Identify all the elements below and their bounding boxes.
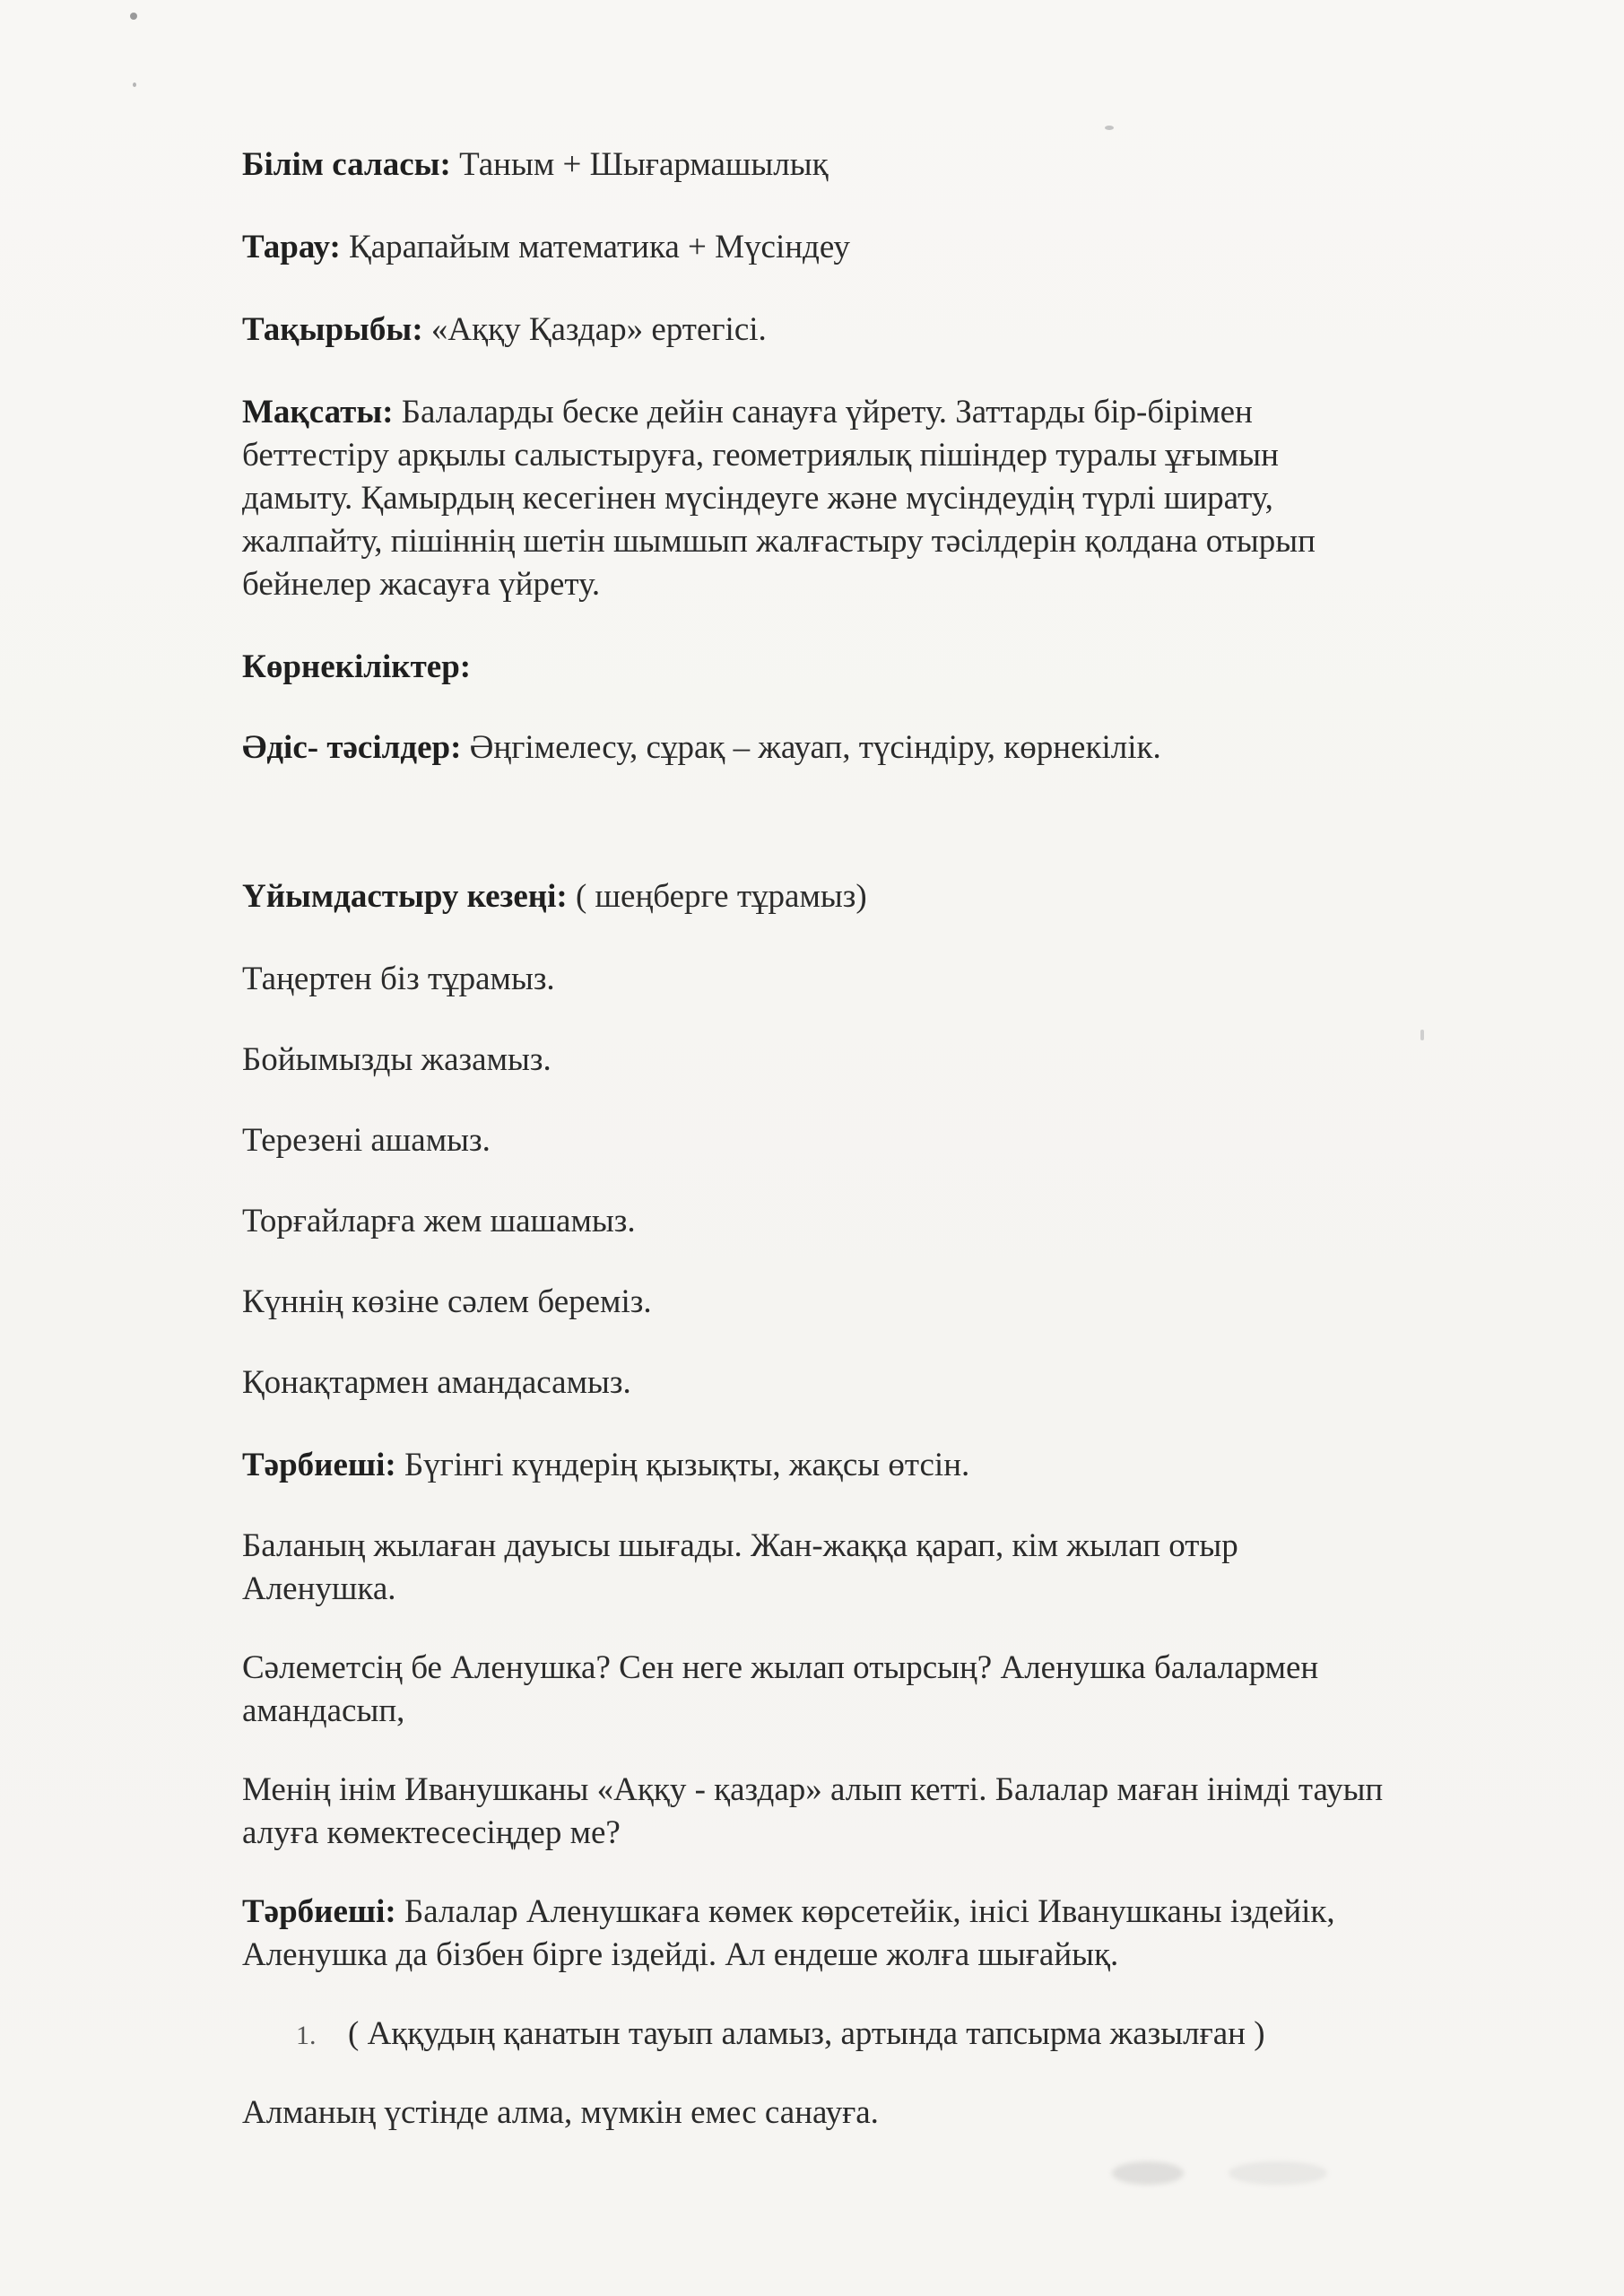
paragraph-line: амандасып, (242, 1692, 405, 1729)
paragraph-line: Сәлеметсің бе Аленушка? Сен неге жылап отырсың? Аленушка балалармен (242, 1649, 1319, 1686)
field-takyryby (242, 309, 767, 352)
paragraph-line: Аленушка да бізбен бірге іздейді. Ал ендеше жолға шығайық. (242, 1936, 1119, 1973)
scan-speck (130, 13, 137, 20)
field-value: Қарапайым математика + Мүсіндеу (340, 229, 850, 265)
field-label: Тарау: (242, 229, 341, 265)
field-tarau (242, 226, 850, 269)
field-value: Әңгімелесу, сұрақ – жауап, түсіндіру, көрнекілік. (461, 729, 1161, 766)
paragraph-line: Баланың жылаған дауысы шығады. Жан-жаққа қарап, кім жылап отыр (242, 1527, 1238, 1564)
field-label: Үйымдастыру кезеңі: (242, 878, 568, 915)
scan-speck (133, 83, 136, 87)
field-label: Білім саласы: (242, 146, 451, 183)
field-value: Таным + Шығармашылық (450, 146, 829, 183)
paragraph-line: алуға көмектесесіңдер ме? (242, 1814, 621, 1851)
poem-line: Қонақтармен амандасамыз. (242, 1364, 631, 1401)
poem-line: Терезені ашамыз. (242, 1122, 491, 1159)
paragraph (242, 1647, 1318, 1733)
poem-line: Таңертен біз тұрамыз. (242, 961, 555, 997)
field-label: Тақырыбы: (242, 311, 423, 348)
field-label: Әдіс- тәсілдер: (242, 729, 462, 766)
field-bilim-salasy (242, 144, 829, 187)
field-value: ( шеңберге тұрамыз) (567, 878, 867, 915)
scan-speck (1420, 1030, 1424, 1040)
scan-smudge (1112, 2161, 1184, 2185)
field-label: Тәрбиеші: (242, 1447, 396, 1483)
scan-smudge (1229, 2161, 1327, 2185)
field-uiymdastyru (242, 875, 867, 918)
scan-speck (1105, 126, 1114, 130)
field-label: Мақсаты: (242, 394, 394, 430)
field-tarbieshi (242, 1891, 1335, 1977)
paragraph-line (242, 1891, 1335, 1934)
field-value: Балаларды беске дейін санауға үйрету. Заттарды бір-бірімен (393, 394, 1253, 430)
field-value: «Аққу Қаздар» ертегісі. (422, 311, 767, 348)
field-adis-tasilder (242, 726, 1161, 770)
field-maksaty (242, 391, 1316, 606)
paragraph-line: Алманың үстінде алма, мүмкін емес санауға. (242, 2094, 879, 2131)
field-value: Балалар Аленушкаға көмек көрсетейік, інісі Иванушканы іздейік, (395, 1893, 1335, 1930)
poem-line: Бойымызды жазамыз. (242, 1041, 551, 1078)
poem-line: Күннің көзіне сәлем береміз. (242, 1283, 652, 1320)
list-number: 1. (296, 2021, 317, 2050)
maksaty-line: бейнелер жасауға үйрету. (242, 566, 601, 603)
field-kornekilikter (242, 646, 471, 689)
maksaty-line: жалпайту, пішіннің шетін шымшып жалғастыру тәсілдерін қолдана отырып (242, 523, 1316, 560)
field-label: Көрнекіліктер: (242, 648, 472, 685)
paragraph (242, 1769, 1383, 1855)
field-tarbieshi (242, 1444, 969, 1487)
maksaty-line (242, 391, 1316, 434)
maksaty-line: дамыту. Қамырдың кесегінен мүсіндеуге және мүсіндеудің түрлі ширату, (242, 480, 1273, 517)
list-item (242, 2013, 1265, 2057)
paragraph-line: Менің інім Иванушканы «Аққу - қаздар» алып кетті. Балалар маған інімді тауып (242, 1771, 1384, 1808)
paragraph (242, 1525, 1238, 1611)
list-item-text: ( Аққудың қанатын тауып аламыз, артында тапсырма жазылған ) (348, 2015, 1265, 2052)
maksaty-line: беттестіру арқылы салыстыруға, геометриялық пішіндер туралы ұғымын (242, 437, 1279, 474)
field-label: Тәрбиеші: (242, 1893, 396, 1930)
field-value: Бүгінгі күндерің қызықты, жақсы өтсін. (395, 1447, 970, 1483)
poem-line: Торғайларға жем шашамыз. (242, 1203, 636, 1239)
paragraph-line: Аленушка. (242, 1570, 396, 1607)
